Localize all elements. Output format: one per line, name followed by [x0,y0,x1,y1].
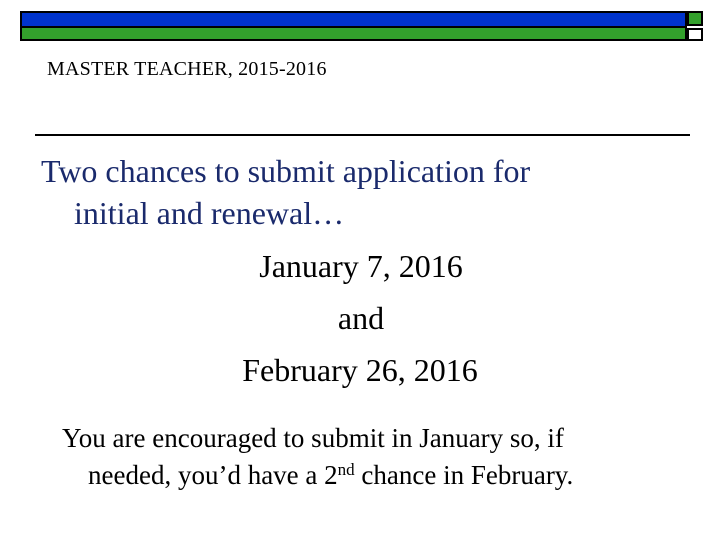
slide-header: MASTER TEACHER, 2015-2016 [47,58,327,80]
second-deadline [0,352,720,389]
connector-text: and [337,300,385,336]
note-line-1: You are encouraged to submit in January so, if [62,423,564,453]
first-deadline [0,248,720,285]
header-rule [35,134,690,136]
note-line-2-start: needed, you’d have a 2 [88,460,338,490]
first-deadline-text: January 7, 2016 [259,248,463,284]
second-deadline-text: February 26, 2016 [242,352,478,388]
slide-heading [41,150,681,234]
corner-square-white [687,28,703,41]
deadline-connector [0,300,720,337]
top-bar-green [20,28,687,41]
encouragement-note [62,420,702,494]
note-line-2 [62,457,702,494]
heading-line-2: initial and renewal… [74,195,345,231]
note-line-2-end: chance in February. [354,460,574,490]
top-bar-blue [20,11,687,28]
ordinal-superscript: nd [337,460,355,479]
corner-square-green [687,11,703,26]
heading-line-1: Two chances to submit application for [41,153,531,189]
